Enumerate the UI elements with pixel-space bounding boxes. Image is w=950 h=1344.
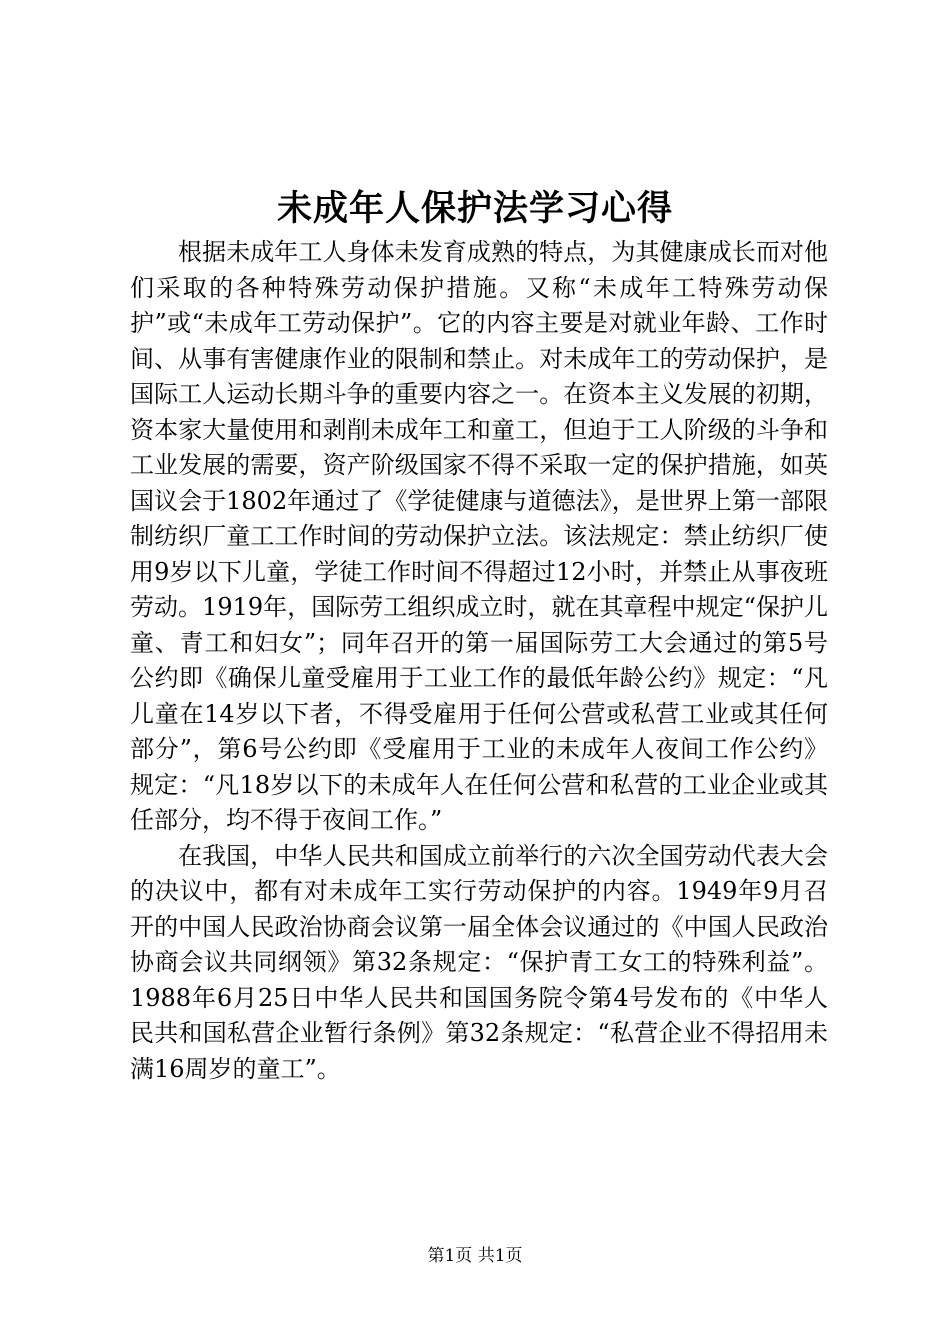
paragraph-2: 在我国，中华人民共和国成立前举行的六次全国劳动代表大会的决议中，都有对未成年工实行劳动保护的内容。1949年9月召开的中国人民政治协商会议第一届全体会议通过的《中国人民政治协商会议共同纲领》第32条规定：“保护青工女工的特殊利益”。1988年6月25日中华人民共和国国务院令第4号发布的《中华人民共和国私营企业暂行条例》第32条规定：“私营企业不得招用未满16周岁的童工”。 — [130, 841, 828, 1083]
document-body — [130, 235, 828, 1087]
page-footer: 第1页 共1页 — [427, 1246, 523, 1266]
page-title: 未成年人保护法学习心得 — [276, 188, 673, 229]
paragraph-1: 根据未成年工人身体未发育成熟的特点，为其健康成长而对他们采取的各种特殊劳动保护措施。又称“未成年工特殊劳动保护”或“未成年工劳动保护”。它的内容主要是对就业年龄、工作时间、从事有害健康作业的限制和禁止。对未成年工的劳动保护，是国际工人运动长期斗争的重要内容之一。在资本主义发展的初期，资本家大量使用和剥削未成年工和童工，但迫于工人阶级的斗争和工业发展的需要，资产阶级国家不得不采取一定的保护措施，如英国议会于1802年通过了《学徒健康与道德法》，是世界上第一部限制纺织厂童工工作时间的劳动保护立法。该法规定：禁止纺织厂使用9岁以下儿童，学徒工作时间不得超过12小时，并禁止从事夜班劳动。1919年，国际劳工组织成立时，就在其章程中规定“保护儿童、青工和妇女”；同年召开的第一届国际劳工大会通过的第5号公约即《确保儿童受雇用于工业工作的最低年龄公约》规定：“凡儿童在14岁以下者，不得受雇用于任何公营或私营工业或其任何部分”，第6号公约即《受雇用于工业的未成年人夜间工作公约》规定：“凡18岁以下的未成年人在任何公营和私营的工业企业或其任部分，均不得于夜间工作。” — [130, 238, 828, 834]
